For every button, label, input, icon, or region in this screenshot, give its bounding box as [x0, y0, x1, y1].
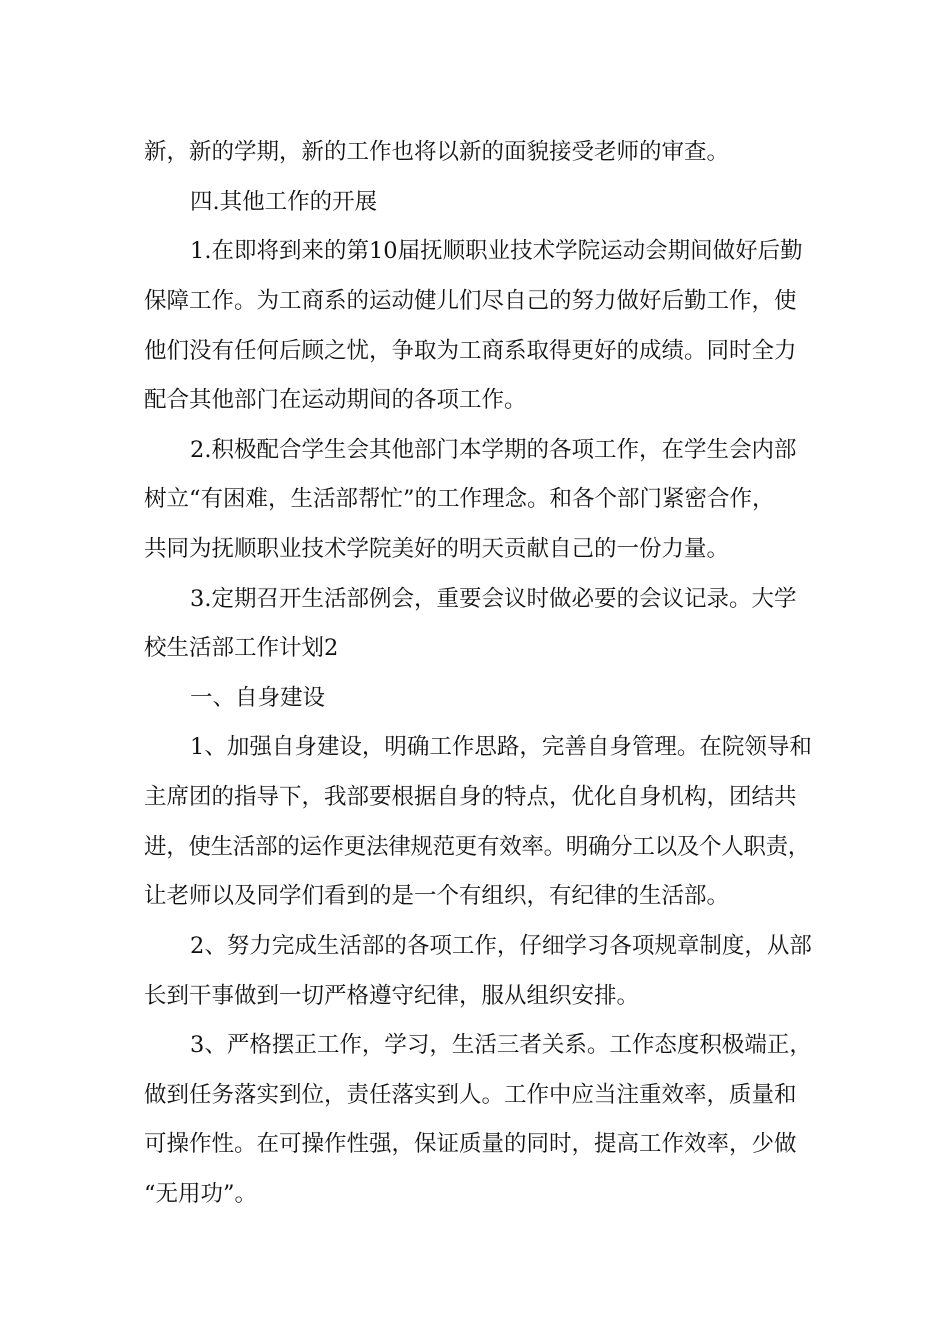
text-line: “无用功”。	[144, 1181, 258, 1207]
text-line: 1、加强自身建设，明确工作思路，完善自身管理。在院领导和	[190, 734, 812, 760]
text-line: 让老师以及同学们看到的是一个有组织，有纪律的生活部。	[144, 883, 730, 909]
text-line: 长到干事做到一切严格遵守纪律，服从组织安排。	[144, 983, 640, 1009]
text-line: 3、严格摆正工作，学习，生活三者关系。工作态度积极端正，	[190, 1032, 812, 1058]
section-heading: 校生活部工作计划2	[144, 635, 339, 661]
text-line: 配合其他部门在运动期间的各项工作。	[144, 387, 527, 413]
text-line: 保障工作。为工商系的运动健儿们尽自己的努力做好后勤工作，使	[144, 288, 797, 314]
text-line: 主席团的指导下，我部要根据自身的特点，优化自身机构，团结共	[144, 784, 797, 810]
text-line: 2、努力完成生活部的各项工作，仔细学习各项规章制度，从部	[190, 933, 812, 959]
text-line: 1.在即将到来的第10届抚顺职业技术学院运动会期间做好后勤	[190, 238, 803, 264]
text-line: 做到任务落实到位，责任落实到人。工作中应当注重效率，质量和	[144, 1082, 797, 1108]
text-line: 新，新的学期，新的工作也将以新的面貌接受老师的审查。	[144, 139, 730, 165]
text-line: 树立“有困难，生活部帮忙”的工作理念。和各个部门紧密合作，	[144, 486, 775, 512]
section-heading: 四.其他工作的开展	[190, 189, 378, 215]
text-line: 3.定期召开生活部例会，重要会议时做必要的会议记录。大学	[190, 586, 797, 612]
text-line: 可操作性。在可操作性强，保证质量的同时，提高工作效率，少做	[144, 1131, 797, 1157]
text-line: 他们没有任何后顾之忧，争取为工商系取得更好的成绩。同时全力	[144, 338, 797, 364]
text-line: 进，使生活部的运作更法律规范更有效率。明确分工以及个人职责，	[144, 834, 811, 860]
text-line: 2.积极配合学生会其他部门本学期的各项工作，在学生会内部	[190, 437, 797, 463]
text-line: 共同为抚顺职业技术学院美好的明天贡献自己的一份力量。	[144, 536, 730, 562]
section-heading: 一、自身建设	[190, 685, 326, 711]
